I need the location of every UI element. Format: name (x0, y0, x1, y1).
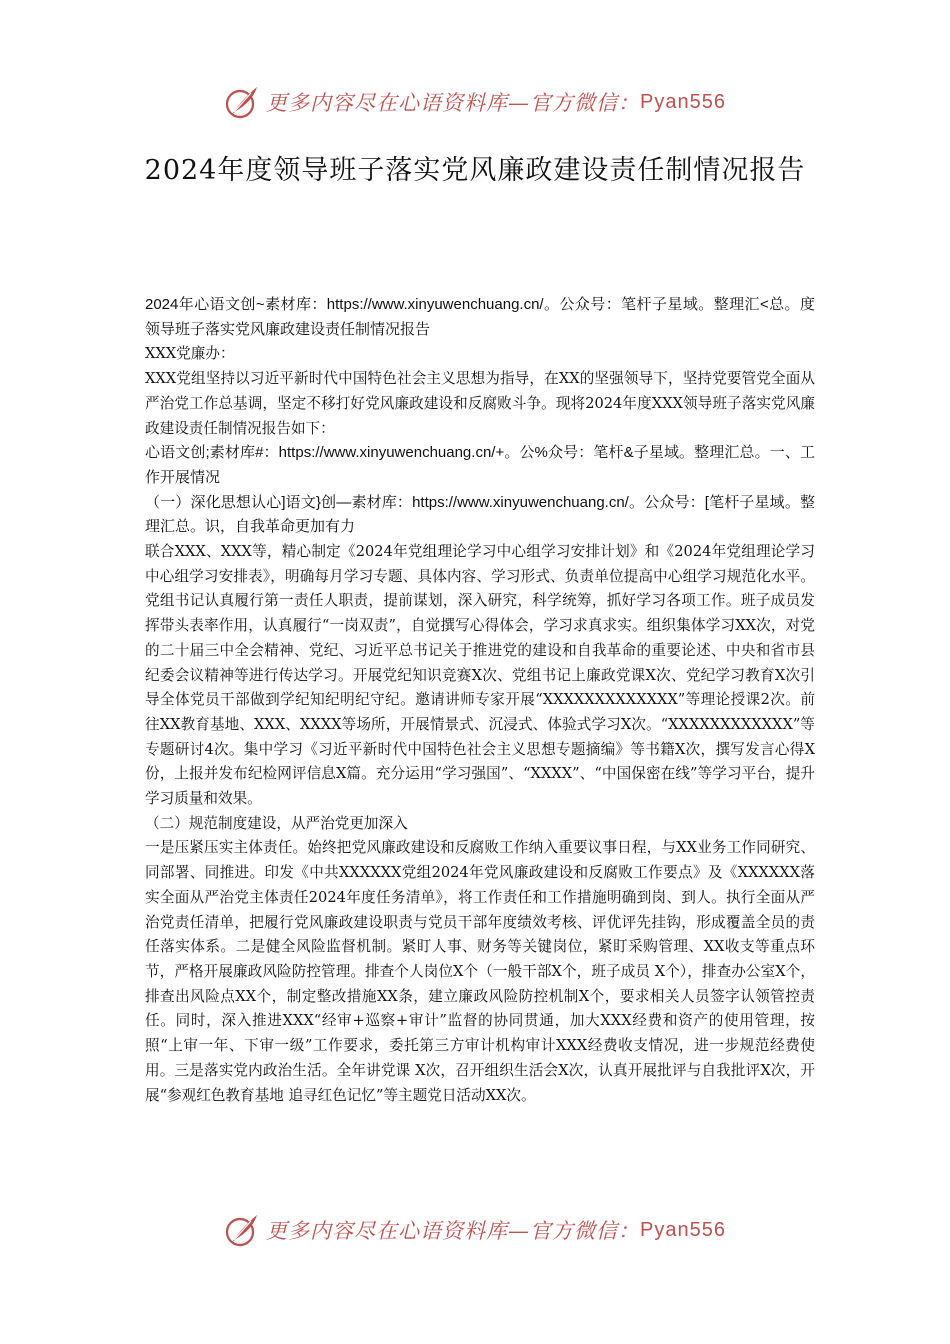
wechat-id: Pyan556 (640, 1218, 726, 1241)
paragraph: 一是压紧压实主体责任。始终把党风廉政建设和反腐败工作纳入重要议事日程，与XX业务工作同研究、同部署、同推进。印发《中共XXXXXX党组2024年党风廉政建设和反腐败工作要点》及《XXXXXX落实全面从严治党主体责任2024年度任务清单》，将工作责任和工作措施明确到岗、到人。执行全面从严治党责任清单，把履行党风廉政建设职责与党员干部年度绩效考核、评优评先挂钩，形成覆盖全员的责任落实体系。二是健全风险监督机制。紧盯人事、财务等关键岗位，紧盯采购管理、XX收支等重点环节，严格开展廉政风险防控管理。排查个人岗位X个（一般干部X个，班子成员 X个），排查办公室X个，排查出风险点XX个，制定整改措施XX条，建立廉政风险防控机制X个，要求相关人员签字认领管控责任。同时，深入推进XXX“经审+巡察+审计”监督的协同贯通，加大XXX经费和资产的使用管理，按照“上审一年、下审一级”工作要求，委托第三方审计机构审计XXX经费收支情况，进一步规范经费使用。三是落实党内政治生活。全年讲党课 X次，召开组织生活会X次，认真开展批评与自我批评X次，开展“参观红色教育基地 追寻红色记忆”等主题党日活动XX次。 (145, 839, 815, 1104)
paragraph: XXX党组坚持以习近平新时代中国特色社会主义思想为指导，在XX的坚强领导下，坚持党要管党全面从严治党工作总基调，坚定不移打好党风廉政建设和反腐败斗争。现将2024年度XXX领导班子落实党风廉政建设责任制情况报告如下： (145, 370, 815, 437)
banner-text: 更多内容尽在心语资料库—官方微信： (266, 91, 641, 115)
feather-pen-logo-icon (224, 84, 260, 120)
paragraph: 联合XXX、XXX等，精心制定《2024年党组理论学习中心组学习安排计划》和《2024年党组理论学习中心组学习安排表》，明确每月学习专题、具体内容、学习形式、负责单位提高中心组学习规范化水平。党组书记认真履行第一责任人职责，提前谋划，深入研究，科学统筹，抓好学习各项工作。班子成员发挥带头表率作用，认真履行“一岗双责”，自觉撰写心得体会，学习求真求实。组织集体学习XX次，对党的二十届三中全会精神、党纪、习近平总书记关于推进党的建设和自我革命的重要论述、中央和省市县纪委会议精神等进行传达学习。开展党纪知识竞赛X次、党组书记上廉政党课X次、党纪学习教育X次引导全体党员干部做到学纪知纪明纪守纪。邀请讲师专家开展“XXXXXXXXXXXXX”等理论授课2次。前往XX教育基地、XXX、XXXX等场所，开展情景式、沉浸式、体验式学习X次。“XXXXXXXXXXXX”等专题研讨4次。集中学习《习近平新时代中国特色社会主义思想专题摘编》等书籍X次，撰写发言心得X份，上报并发布纪检网评信息X篇。充分运用“学习强国”、“XXXX”、“中国保密在线”等学习平台，提升学习质量和效果。 (145, 543, 815, 808)
paragraph: （一）深化思想认心]语文}创—素材库：https://www.xinyuwenchuang.cn/。公众号：[笔杆子星域。整理汇总。识，自我革命更加有力 (145, 493, 815, 536)
section-heading: （二）规范制度建设，从严治党更加深入 (145, 814, 408, 832)
paragraph: 心语文创;素材库#：https://www.xinyuwenchuang.cn/+。公%众号：笔杆&子星域。整理汇总。一、工作开展情况 (145, 444, 815, 486)
feather-pen-logo-icon (224, 1212, 260, 1248)
header-banner (0, 80, 950, 124)
banner-text: 更多内容尽在心语资料库—官方微信： (266, 1219, 641, 1243)
document-title: 2024年度领导班子落实党风廉政建设责任制情况报告 (144, 155, 806, 186)
wechat-id: Pyan556 (640, 90, 726, 113)
paragraph: XXX党廉办： (145, 345, 235, 363)
document-body (145, 293, 815, 1108)
paragraph: 2024年心语文创~素材库：https://www.xinyuwenchuang.cn/。公众号：笔杆子星域。整理汇<总。度领导班子落实党风廉政建设责任制情况报告 (145, 296, 815, 338)
footer-banner (0, 1208, 950, 1252)
